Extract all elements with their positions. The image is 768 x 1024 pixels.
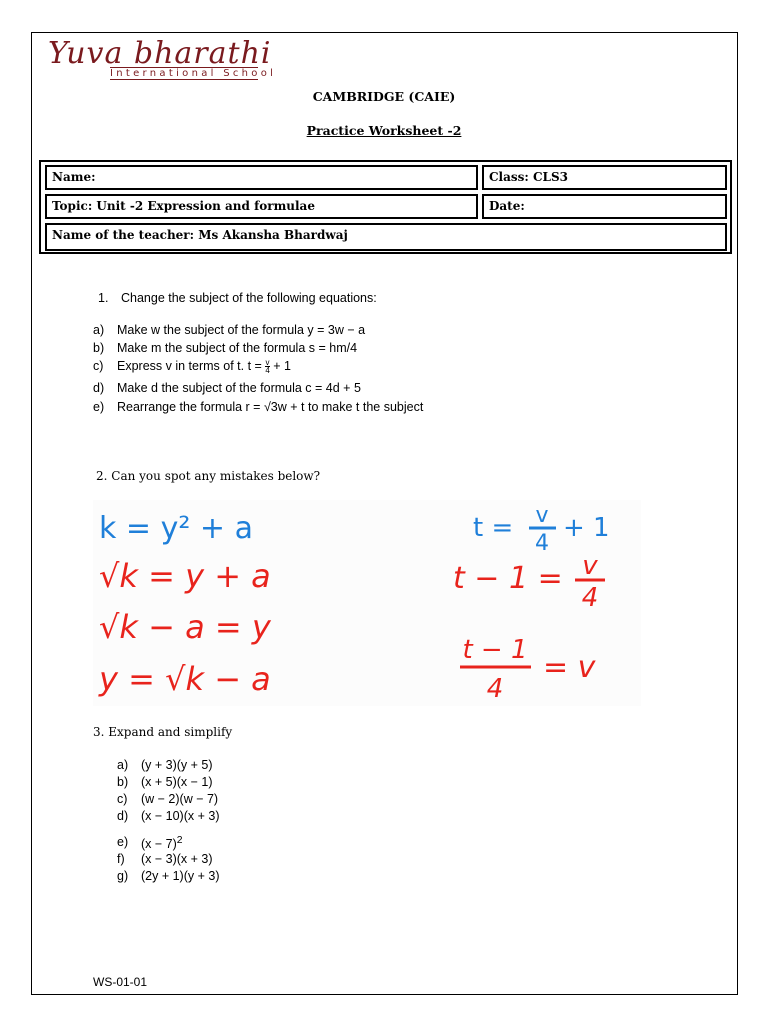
item-text: (2y + 1)(y + 3)	[141, 869, 220, 883]
item-text: Make m the subject of the formula s = hm/4	[117, 341, 358, 355]
fraction-denominator: 4	[265, 366, 270, 376]
item-text: (x − 3)(x + 3)	[141, 852, 213, 866]
right-line-1-denominator: 4	[535, 531, 549, 556]
right-line-2-lhs: t − 1 =	[453, 561, 563, 596]
item-label: g)	[117, 869, 129, 883]
handwritten-working-image	[93, 500, 641, 706]
item-text: (x + 5)(x − 1)	[141, 775, 213, 789]
item-label: e)	[117, 835, 129, 849]
left-line-4: y = √k − a	[99, 660, 271, 698]
item-text	[141, 835, 183, 851]
item-label: d)	[93, 381, 105, 395]
right-line-2-denominator: 4	[581, 583, 599, 613]
right-line-3-rhs: = v	[543, 650, 596, 685]
worksheet-title: Practice Worksheet -2	[306, 123, 462, 138]
q1-title: Change the subject of the following equations:	[121, 291, 377, 305]
q1-number: 1.	[98, 291, 109, 305]
item-text: Rearrange the formula r = √3w + t to make t the subject	[117, 400, 424, 414]
right-line-1-rhs: + 1	[563, 513, 610, 543]
q3-title: 3. Expand and simplify	[93, 725, 233, 739]
logo-subtitle: International School	[110, 68, 277, 79]
topic-field: Topic: Unit -2 Expression and formulae	[45, 194, 478, 219]
right-line-1-lhs: t =	[473, 513, 514, 543]
item-label: e)	[93, 400, 105, 414]
name-field: Name:	[45, 165, 478, 190]
item-exponent: 2	[176, 835, 183, 846]
exam-board-title: CAMBRIDGE (CAIE)	[312, 89, 456, 104]
item-text-before: Express v in terms of t. t =	[117, 359, 262, 373]
item-text: (y + 3)(y + 5)	[141, 758, 213, 772]
item-label: c)	[117, 792, 128, 806]
left-line-2: √k = y + a	[99, 557, 271, 595]
item-label: a)	[93, 323, 105, 337]
item-label: c)	[93, 359, 104, 373]
item-text: Make w the subject of the formula y = 3w − a	[117, 323, 366, 337]
date-field: Date:	[482, 194, 727, 219]
student-info-table	[39, 160, 732, 254]
teacher-field: Name of the teacher: Ms Akansha Bhardwaj	[45, 223, 727, 251]
right-line-3-numerator: t − 1	[462, 635, 528, 665]
item-text	[117, 359, 291, 374]
class-field: Class: CLS3	[482, 165, 727, 190]
logo-script: Yuva bharathi	[48, 36, 272, 71]
item-label: d)	[117, 809, 129, 823]
fraction	[265, 359, 269, 374]
q2-title: 2. Can you spot any mistakes below?	[96, 469, 321, 483]
item-label: f)	[117, 852, 125, 866]
right-line-2-numerator: v	[582, 551, 598, 581]
fraction-numerator: v	[265, 358, 270, 368]
left-line-1: k = y² + a	[99, 511, 253, 546]
school-logo	[48, 36, 278, 96]
right-line-1-numerator: v	[535, 503, 549, 528]
item-text: (w − 2)(w − 7)	[141, 792, 219, 806]
item-text: Make d the subject of the formula c = 4d + 5	[117, 381, 361, 395]
item-text-after: + 1	[273, 359, 291, 373]
item-text: (x − 10)(x + 3)	[141, 809, 220, 823]
left-line-3: √k − a = y	[99, 608, 271, 646]
item-label: a)	[117, 758, 129, 772]
right-line-3-denominator: 4	[486, 674, 504, 704]
item-base: (x − 7)	[141, 837, 177, 852]
item-label: b)	[117, 775, 129, 789]
item-label: b)	[93, 341, 105, 355]
worksheet-code: WS-01-01	[93, 975, 148, 989]
